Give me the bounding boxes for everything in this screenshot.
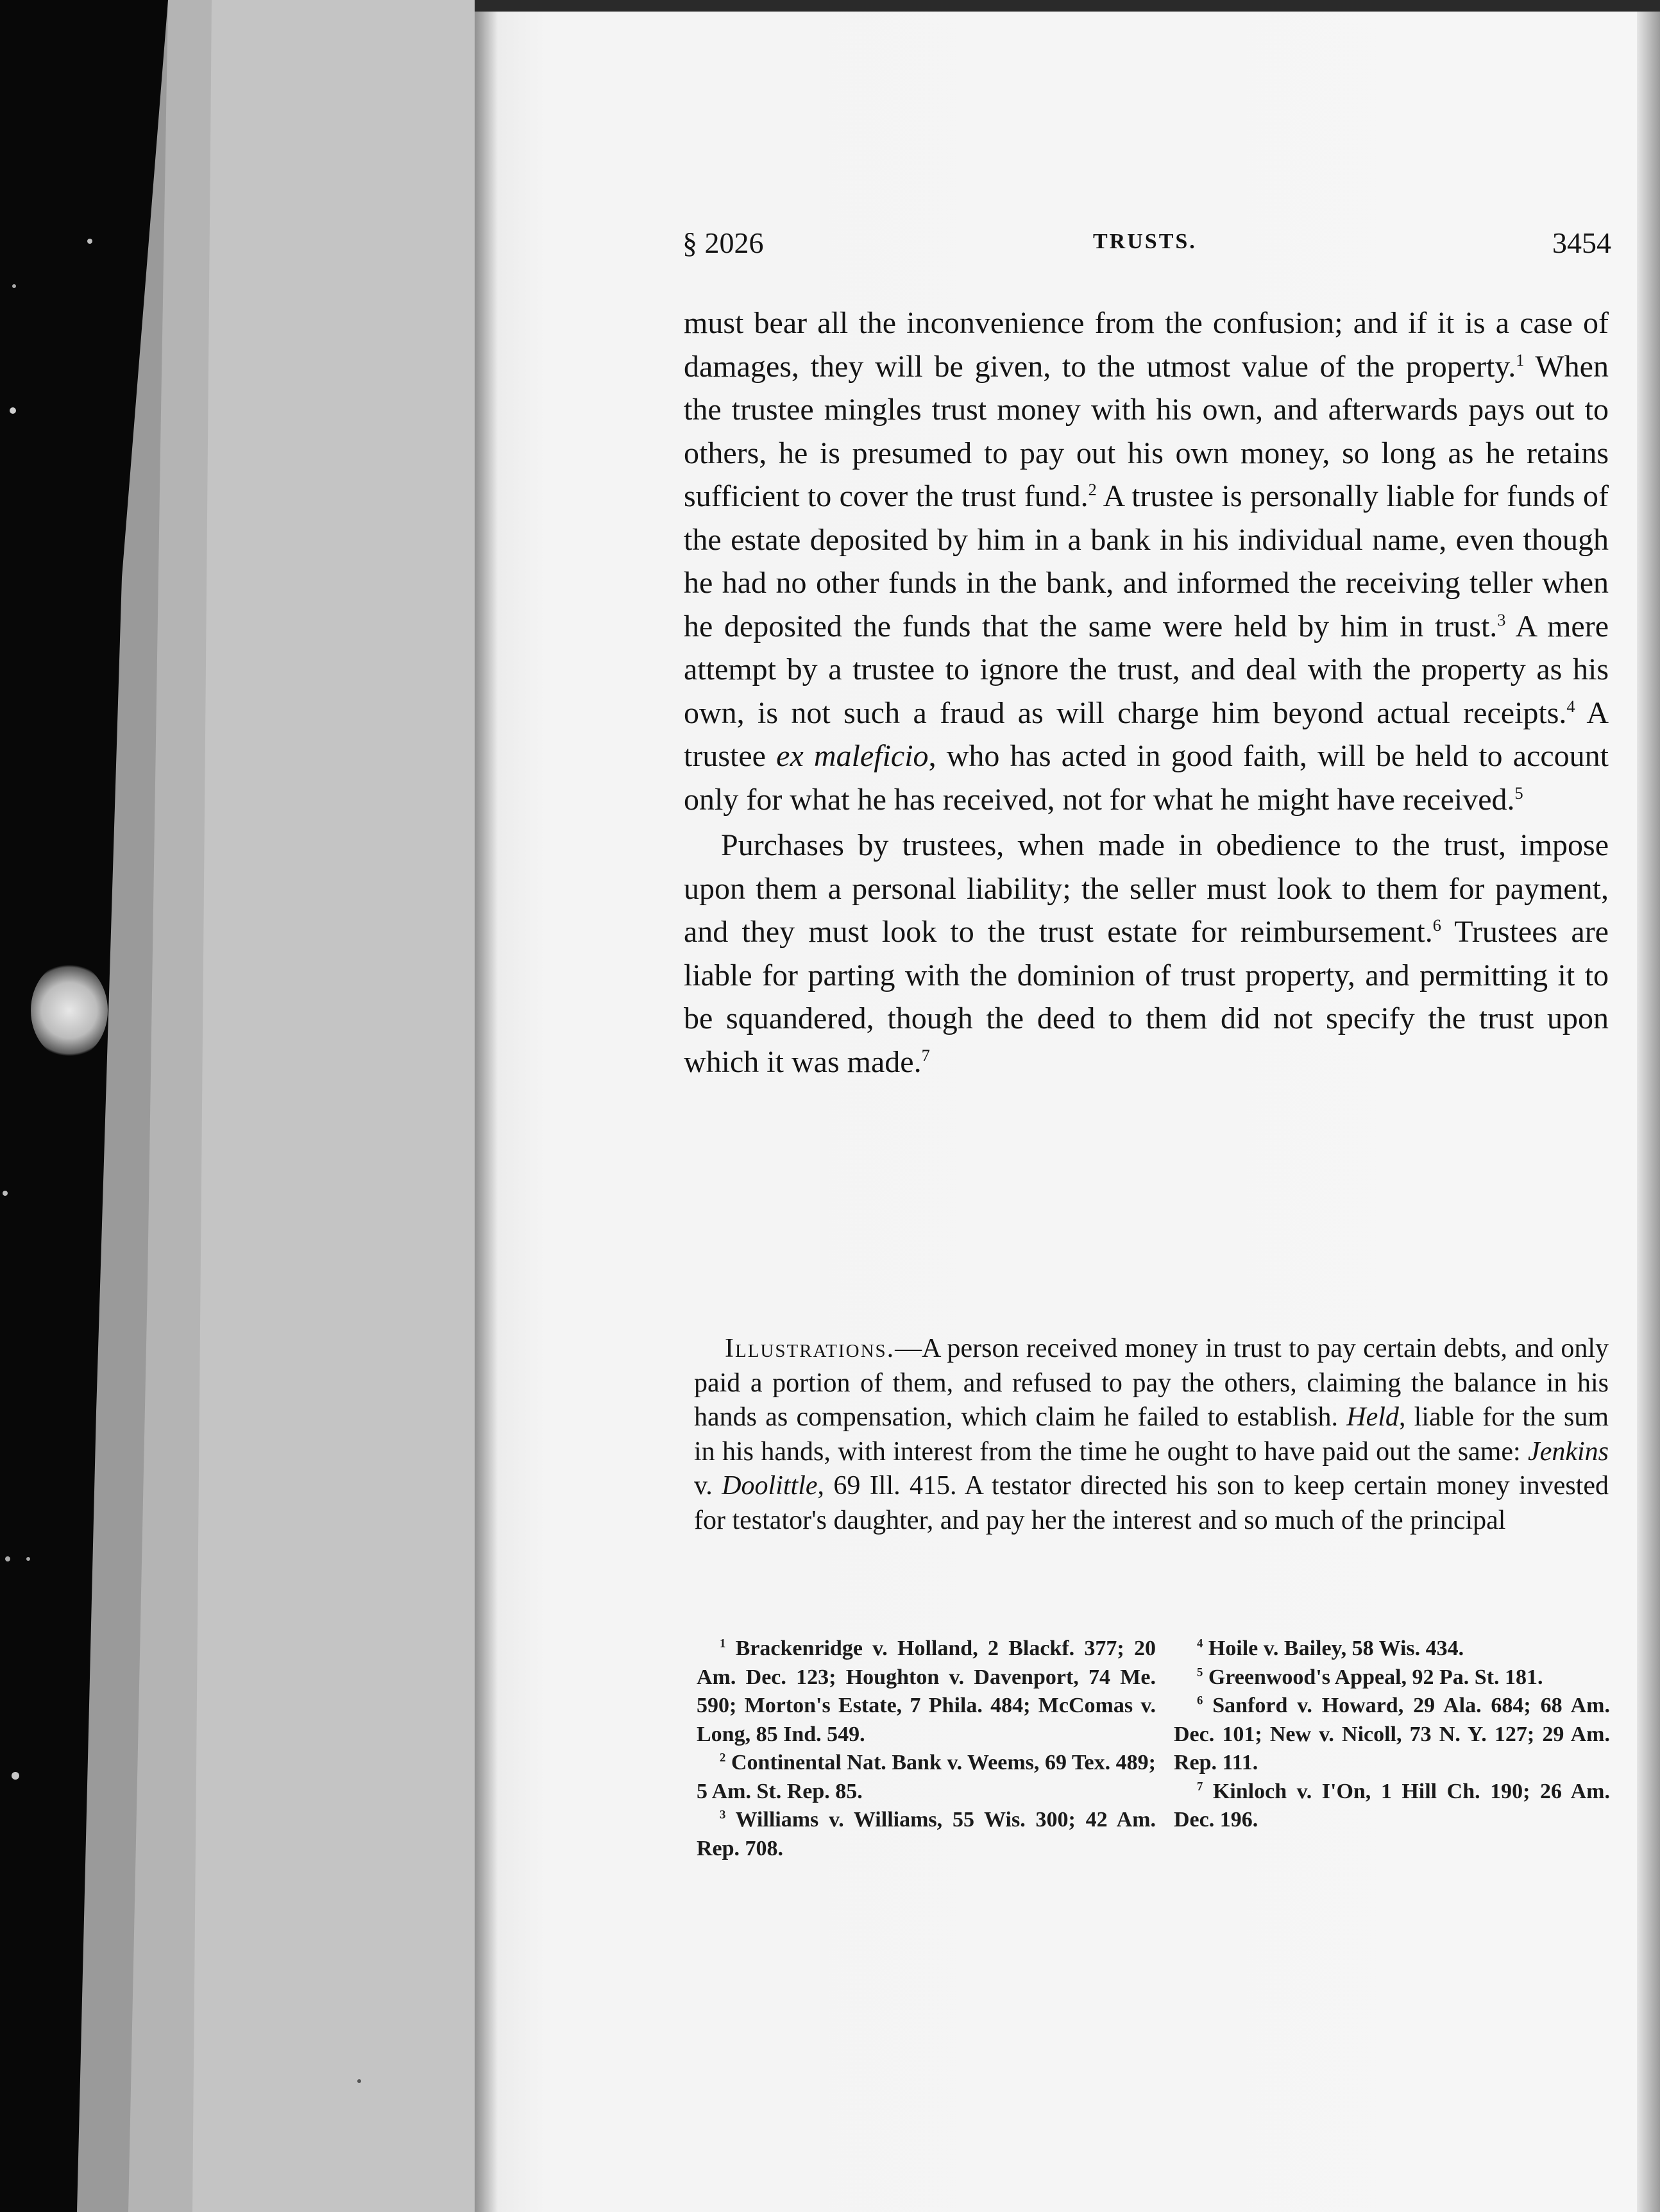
text-run: Kinloch v. I'On, 1 Hill Ch. 190; 26 Am. Dec. 196. — [1174, 1779, 1610, 1832]
text-run: must bear all the inconvenience from the confusion; and if it is a case of damages, they will be given, to the utmost value of the property. — [684, 306, 1609, 384]
italic-text: Jenkins — [1528, 1436, 1609, 1467]
running-header — [682, 226, 1611, 264]
footnote-reference: 6 — [1432, 915, 1441, 935]
text-run: A trustee is personally liable for funds of the estate deposited by him in a bank in his individual name, even though he had no other funds in the bank, and informed the receiving teller when he deposited the funds that the same were held by him in trust. — [684, 479, 1609, 643]
footnote-reference: 4 — [1566, 696, 1575, 716]
text-run: Purchases by trustees, when made in obedience to the trust, impose upon them a personal liability; the seller must look to them for payment, and they must look to the trust estate for reimbursement. — [684, 828, 1609, 949]
footnote-reference: 6 — [1197, 1694, 1203, 1708]
page-edge — [1637, 0, 1660, 2212]
page-number: 3454 — [1552, 226, 1611, 259]
footnotes-right-column — [1174, 1635, 1610, 1835]
footnote — [697, 1806, 1156, 1863]
illustrations-paragraph — [694, 1332, 1609, 1538]
text-run: Williams v. Williams, 55 Wis. 300; 42 Am. Rep. 708. — [697, 1808, 1156, 1860]
footnotes-left-column — [697, 1635, 1156, 1863]
footnote-reference: 2 — [720, 1751, 726, 1765]
body-paragraph — [684, 302, 1609, 821]
footnote-reference: 2 — [1088, 480, 1097, 499]
illustrations-label: Illustrations. — [725, 1334, 895, 1363]
footnote-reference: 7 — [921, 1045, 930, 1065]
footnote-reference: 7 — [1197, 1780, 1203, 1794]
footnote-reference: 1 — [720, 1637, 726, 1651]
text-run: A mere attempt by a trustee to ignore the trust, and deal with the property as his own, is not such a fraud as will charge him beyond actual receipts. — [684, 609, 1609, 730]
main-text — [684, 302, 1609, 1084]
text-run: —A person received money in trust to pay certain debts, and only paid a portion of them, and refused to pay the others, claiming the balance in his hands as compensation, which claim he failed to establish. — [694, 1334, 1609, 1432]
text-run: Sanford v. Howard, 29 Ala. 684; 68 Am. Dec. 101; New v. Nicoll, 73 N. Y. 127; 29 Am. Rep. 111. — [1174, 1694, 1610, 1774]
text-run: Continental Nat. Bank v. Weems, 69 Tex. 489; 5 Am. St. Rep. 85. — [697, 1751, 1156, 1803]
footnote-reference: 4 — [1197, 1637, 1203, 1651]
text-run: Trustees are liable for parting with the dominion of trust property, and permitting it to be squandered, though the deed to them did not specify the trust upon which it was made. — [684, 915, 1609, 1079]
text-run: , liable for the sum in his hands, with interest from the time he ought to have paid out the same: — [694, 1402, 1609, 1467]
footnote — [1174, 1778, 1610, 1835]
text-run: , who has acted in good faith, will be held to account only for what he has received, not for what he might have received. — [684, 739, 1609, 817]
text-run: Hoile v. Bailey, 58 Wis. 434. — [1203, 1637, 1464, 1660]
footnote-reference: 1 — [1516, 350, 1525, 370]
text-run: Greenwood's Appeal, 92 Pa. St. 181. — [1203, 1665, 1543, 1689]
italic-text: Held — [1346, 1402, 1399, 1432]
text-run: v. — [694, 1471, 722, 1501]
section-number: § 2026 — [682, 226, 764, 259]
footnote — [697, 1749, 1156, 1806]
footnote-reference: 3 — [720, 1808, 726, 1822]
scan-blot — [31, 962, 108, 1059]
body-paragraph — [684, 824, 1609, 1084]
gutter-shadow — [475, 0, 498, 2212]
italic-text: ex maleficio — [776, 739, 929, 773]
footnote-reference: 5 — [1514, 783, 1523, 803]
text-run: Brackenridge v. Holland, 2 Blackf. 377; 20 Am. Dec. 123; Houghton v. Davenport, 74 Me. 590; Morton's Estate, 7 Phila. 484; McComas v. Long, 85 Ind. 549. — [697, 1637, 1156, 1746]
text-run: When the trustee mingles trust money with his own, and afterwards pays out to others, he is presumed to pay out his own money, so long as he retains sufficient to cover the trust fund. — [684, 349, 1609, 513]
footnote — [1174, 1663, 1610, 1692]
top-edge — [475, 0, 1660, 12]
footnote — [697, 1635, 1156, 1749]
illustrations — [694, 1332, 1609, 1538]
text-run: A trustee — [684, 695, 1609, 773]
footnote — [1174, 1635, 1610, 1663]
running-title: TRUSTS. — [1093, 230, 1197, 253]
footnote — [1174, 1692, 1610, 1778]
text-run: , 69 Ill. 415. A testator directed his son to keep certain money invested for testator's daughter, and pay her the interest and so much of the principal — [694, 1471, 1609, 1535]
italic-text: Doolittle — [722, 1471, 818, 1501]
footnote-reference: 5 — [1197, 1665, 1203, 1680]
footnote-reference: 3 — [1497, 609, 1506, 629]
